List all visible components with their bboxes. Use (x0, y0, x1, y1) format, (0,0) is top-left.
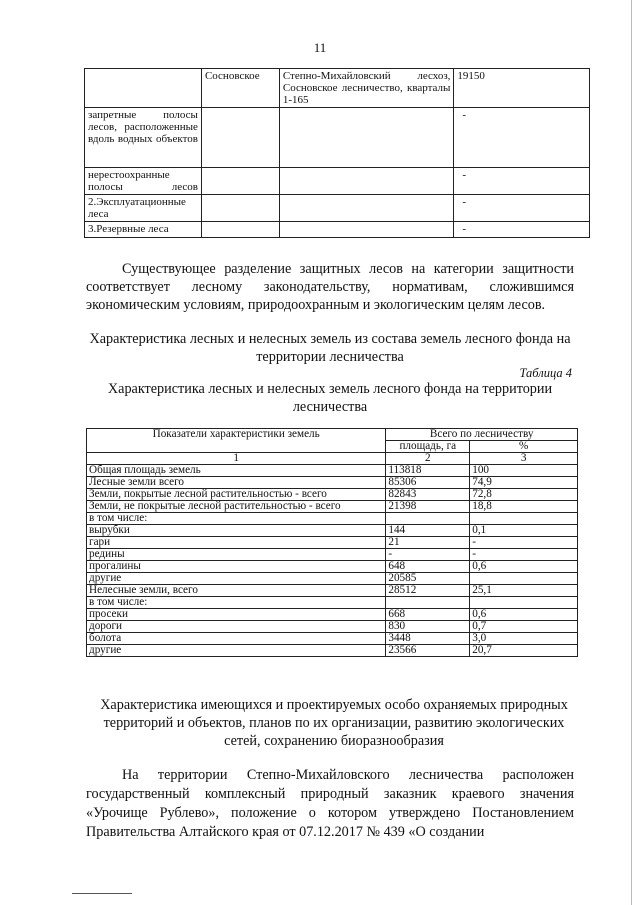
section-heading-protected-areas: Характеристика имеющихся и проектируемых особо охраняемых природных территорий и объектов, планов по их организации, развитию экологических сетей, сохранению биоразнообразия (100, 697, 568, 749)
column-number: 3 (470, 453, 578, 465)
cell-percent (470, 597, 578, 609)
table-row (87, 633, 578, 645)
cell-description (279, 195, 454, 222)
cell-area: 144 (386, 525, 470, 537)
table-row (87, 597, 578, 609)
column-number: 1 (87, 453, 386, 465)
cell-label: болота (87, 633, 386, 645)
cell-label: Лесные земли всего (87, 477, 386, 489)
page-edge (631, 0, 632, 905)
cell-label: в том числе: (87, 597, 386, 609)
table-row (87, 561, 578, 573)
cell-area: 19150 (454, 69, 590, 108)
table-row (87, 513, 578, 525)
cell-percent: 18,8 (470, 501, 578, 513)
column-number: 2 (386, 453, 470, 465)
cell-percent (470, 513, 578, 525)
table-row (85, 108, 590, 168)
paragraph-reserve: На территории Степно-Михайловского лесничества расположен государственный комплексный природный заказник краевого значения «Урочище Рублево», положение о котором утверждено Постановлением Правительства Алтайского края от 07.12.2017 № 439 «О создании (86, 767, 574, 840)
table-row (87, 537, 578, 549)
cell-location (201, 168, 279, 195)
cell-label: прогалины (87, 561, 386, 573)
cell-area: 3448 (386, 633, 470, 645)
cell-percent: 0,6 (470, 609, 578, 621)
cell-area: 648 (386, 561, 470, 573)
cell-percent: - (470, 549, 578, 561)
table-row (87, 465, 578, 477)
table-row (87, 489, 578, 501)
cell-percent: - (470, 537, 578, 549)
cell-area: 21 (386, 537, 470, 549)
table-row (87, 549, 578, 561)
cell-area: - (454, 222, 590, 238)
protective-forest-table (84, 68, 590, 238)
cell-percent: 74,9 (470, 477, 578, 489)
cell-percent: 3,0 (470, 633, 578, 645)
header-area: площадь, га (386, 441, 470, 453)
cell-percent: 72,8 (470, 489, 578, 501)
section-heading-lands: Характеристика лесных и нелесных земель из состава земель лесного фонда на территории лесничества (89, 331, 571, 365)
cell-label: редины (87, 549, 386, 561)
header-total: Всего по лесничеству (386, 429, 578, 441)
cell-category: 3.Резервные леса (85, 222, 202, 238)
land-characteristics-table (86, 428, 578, 657)
cell-percent: 20,7 (470, 645, 578, 657)
cell-category: нерестоохранные полосы лесов (85, 168, 202, 195)
cell-area: 668 (386, 609, 470, 621)
cell-percent: 100 (470, 465, 578, 477)
table-row (85, 195, 590, 222)
cell-location (201, 222, 279, 238)
table-row (87, 645, 578, 657)
table-row (87, 573, 578, 585)
cell-label: Нелесные земли, всего (87, 585, 386, 597)
table-title: Характеристика лесных и нелесных земель лесного фонда на территории лесничества (107, 381, 553, 415)
paragraph-protective-categories: Существующее разделение защитных лесов на категории защитности соответствует лесному законодательству, нормативам, сложившимся экономическим условиям, природоохранным и экологическим целям лесов. (86, 261, 574, 313)
table-number-label: Таблица 4 (519, 366, 572, 380)
cell-area: - (454, 195, 590, 222)
cell-area: 21398 (386, 501, 470, 513)
header-percent: % (470, 441, 578, 453)
cell-label: гари (87, 537, 386, 549)
cell-label: в том числе: (87, 513, 386, 525)
cell-percent: 0,6 (470, 561, 578, 573)
table-row (85, 222, 590, 238)
cell-area: 23566 (386, 645, 470, 657)
table-row (87, 609, 578, 621)
cell-label: Земли, покрытые лесной растительностью - всего (87, 489, 386, 501)
cell-percent (470, 573, 578, 585)
cell-area: 830 (386, 621, 470, 633)
cell-percent: 0,7 (470, 621, 578, 633)
cell-area: - (454, 108, 590, 168)
cell-category (85, 69, 202, 108)
page-number: 11 (313, 40, 327, 55)
table-row (87, 525, 578, 537)
cell-location (201, 108, 279, 168)
header-indicator: Показатели характеристики земель (87, 429, 386, 453)
cell-area: 82843 (386, 489, 470, 501)
cell-area: - (454, 168, 590, 195)
cell-label: Земли, не покрытые лесной растительностью - всего (87, 501, 386, 513)
cell-description (279, 222, 454, 238)
cell-category: запретные полосы лесов, расположенные вдоль водных объектов (85, 108, 202, 168)
cell-label: другие (87, 573, 386, 585)
cell-label: Общая площадь земель (87, 465, 386, 477)
cell-category: 2.Эксплуатационные леса (85, 195, 202, 222)
cell-description (279, 108, 454, 168)
table-row (85, 69, 590, 108)
table-row (87, 501, 578, 513)
footer-divider (72, 893, 132, 894)
cell-location: Сосновское (201, 69, 279, 108)
cell-description: Степно-Михайловский лесхоз, Сосновское лесничество, кварталы 1-165 (279, 69, 454, 108)
cell-percent: 0,1 (470, 525, 578, 537)
cell-label: другие (87, 645, 386, 657)
table-row (87, 477, 578, 489)
cell-description (279, 168, 454, 195)
cell-label: вырубки (87, 525, 386, 537)
cell-label: просеки (87, 609, 386, 621)
cell-area: 20585 (386, 573, 470, 585)
table-row (85, 168, 590, 195)
table-row (87, 585, 578, 597)
cell-area (386, 597, 470, 609)
cell-location (201, 195, 279, 222)
cell-percent: 25,1 (470, 585, 578, 597)
cell-area: 113818 (386, 465, 470, 477)
cell-area: - (386, 549, 470, 561)
cell-area: 85306 (386, 477, 470, 489)
cell-area: 28512 (386, 585, 470, 597)
cell-label: дороги (87, 621, 386, 633)
table-row (87, 621, 578, 633)
cell-area (386, 513, 470, 525)
